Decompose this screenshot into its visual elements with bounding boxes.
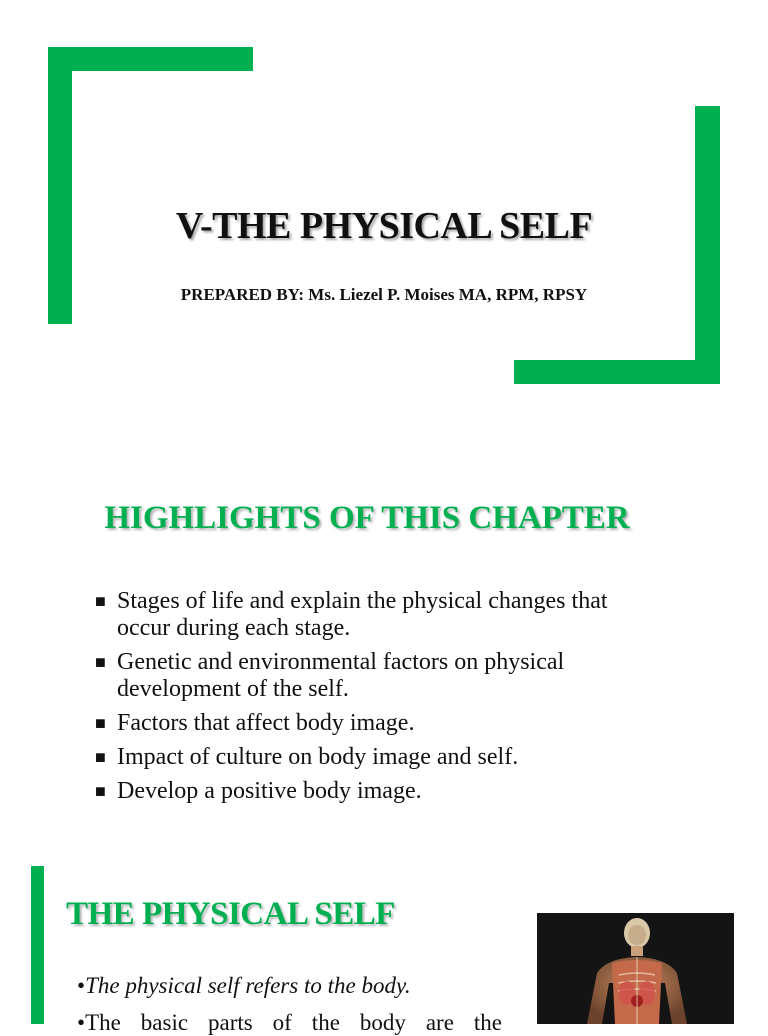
bracket-bottom-right-horizontal <box>514 360 720 384</box>
body-parts-line <box>77 1010 502 1036</box>
square-bullet-icon: ■ <box>95 652 106 672</box>
bracket-top-left-vertical <box>48 47 72 324</box>
prepared-by-text: PREPARED BY: Ms. Liezel P. Moises MA, RPM, RPSY <box>180 285 588 304</box>
slide-title: V-THE PHYSICAL SELF <box>175 205 593 247</box>
definition-text: The physical self refers to the body. <box>85 973 411 998</box>
anatomy-figure-icon <box>537 913 734 1024</box>
list-item <box>95 778 615 805</box>
list-item-text: Factors that affect body image. <box>117 710 415 736</box>
list-item <box>95 649 615 703</box>
square-bullet-icon: ■ <box>95 591 106 611</box>
list-item-text: Impact of culture on body image and self. <box>117 744 519 770</box>
list-item <box>95 744 615 771</box>
bracket-top-left-horizontal <box>48 47 253 71</box>
square-bullet-icon: ■ <box>95 781 106 801</box>
square-bullet-icon: ■ <box>95 713 106 733</box>
definition-line <box>77 973 411 999</box>
square-bullet-icon: ■ <box>95 747 106 767</box>
highlights-list <box>95 588 615 812</box>
human-anatomy-image <box>537 913 734 1024</box>
body-parts-text: The basic parts of the body are the <box>85 1010 502 1035</box>
list-item-text: Genetic and environmental factors on physical development of the self. <box>117 649 565 702</box>
list-item <box>95 710 615 737</box>
bullet-dot: • <box>77 1010 86 1035</box>
slide3-accent-bar <box>31 866 44 1024</box>
bullet-dot: • <box>77 973 86 998</box>
highlights-heading: HIGHLIGHTS OF THIS CHAPTER <box>104 500 630 536</box>
list-item-text: Develop a positive body image. <box>117 778 422 804</box>
list-item <box>95 588 615 642</box>
list-item-text: Stages of life and explain the physical changes that occur during each stage. <box>117 588 608 641</box>
physical-self-heading: THE PHYSICAL SELF <box>66 896 395 932</box>
